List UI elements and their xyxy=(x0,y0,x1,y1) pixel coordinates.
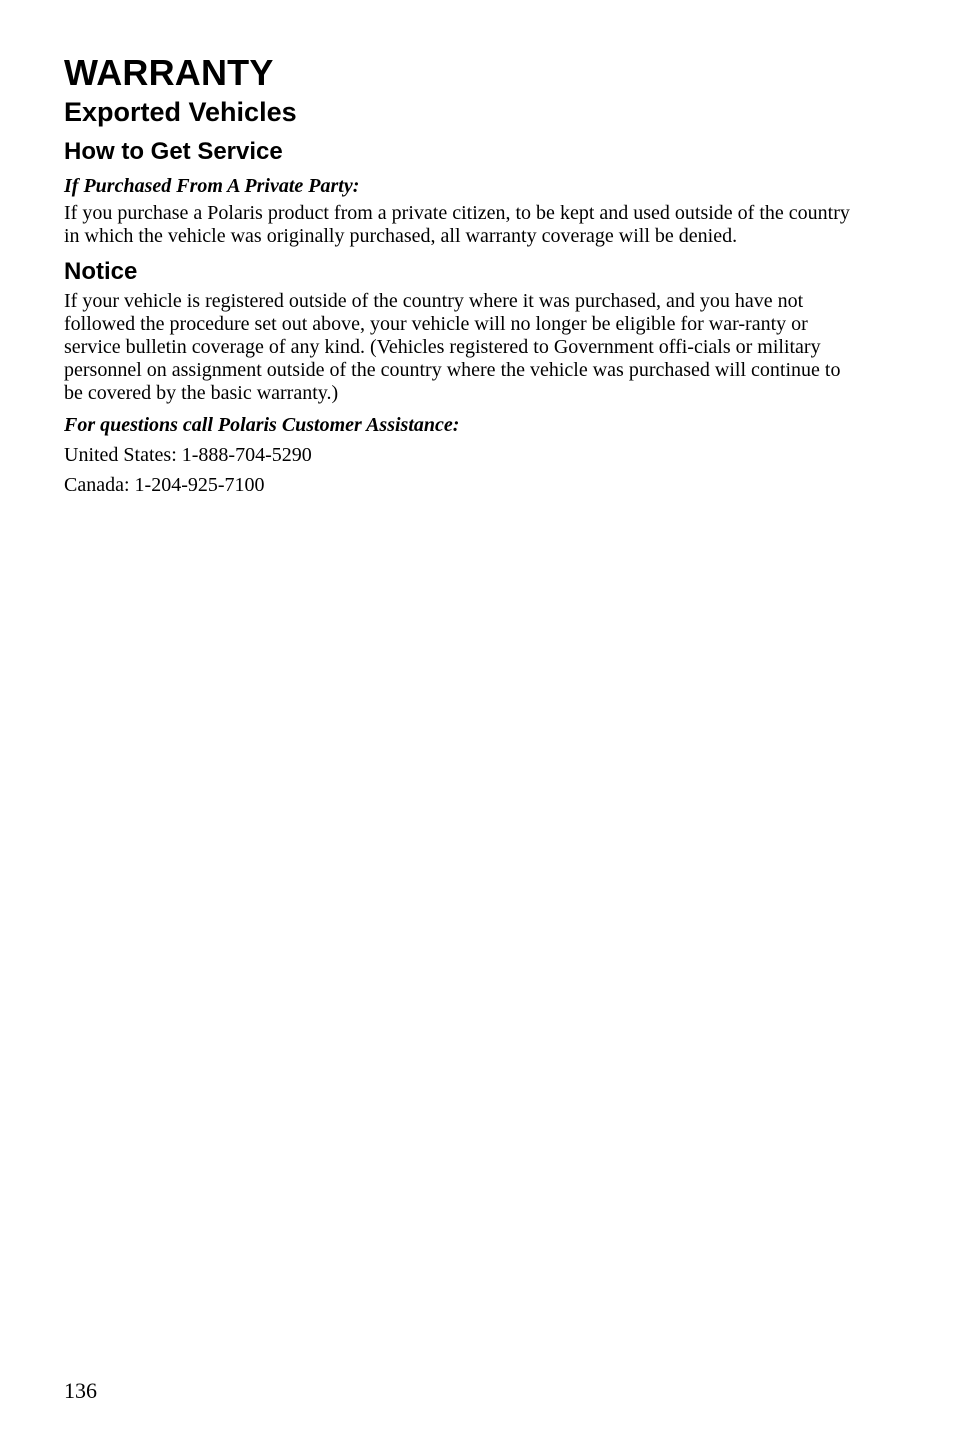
page-content xyxy=(64,52,864,497)
section-title: Exported Vehicles xyxy=(64,97,297,127)
how-to-get-service-heading: How to Get Service xyxy=(64,138,283,165)
contact-heading: For questions call Polaris Customer Assistance: xyxy=(64,414,460,436)
page-title: WARRANTY xyxy=(64,52,274,93)
private-party-subheading: If Purchased From A Private Party: xyxy=(64,175,360,197)
private-party-paragraph: If you purchase a Polaris product from a private citizen, to be kept and used outside of the country in which the vehicle was originally purchased, all warranty coverage will be denied. xyxy=(64,202,850,247)
notice-heading: Notice xyxy=(64,258,138,285)
page-number: 136 xyxy=(64,1378,97,1403)
contact-canada-phone: Canada: 1-204-925-7100 xyxy=(64,474,265,496)
notice-paragraph: If your vehicle is registered outside of the country where it was purchased, and you have not followed the procedure set out above, your vehicle will no longer be eligible for war-ranty or service bulletin coverage of any kind. (Vehicles registered to Government offi-cials or military personnel on assignment outside of the country where the vehicle was purchased will continue to be covered by the basic warranty.) xyxy=(64,290,841,404)
contact-us-phone: United States: 1-888-704-5290 xyxy=(64,444,312,466)
